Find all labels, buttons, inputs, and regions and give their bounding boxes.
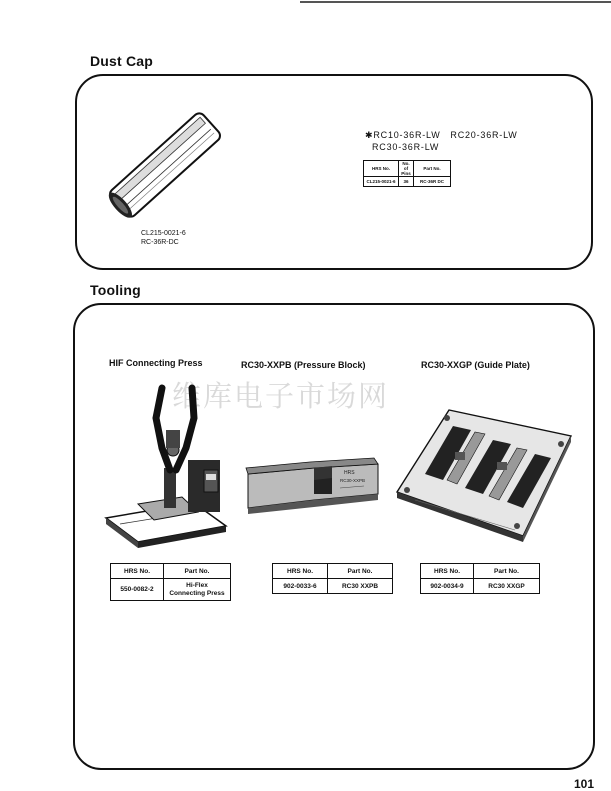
cell-hrs-no: 550-0082-2: [111, 579, 164, 601]
cell-hrs-no: CL215-0021-6: [364, 177, 399, 187]
block-label-hrs: HRS: [344, 470, 355, 476]
header-hrs-no: HRS No.: [364, 161, 399, 177]
dust-cap-heading: Dust Cap: [90, 53, 154, 69]
header-part-no: Part No.: [164, 564, 231, 579]
cell-part-no: RC30 XXGP: [474, 579, 540, 594]
pressure-block-spec-table: [272, 563, 393, 594]
dust-cap-models-line2: RC30-36R-LW: [372, 142, 440, 152]
header-part-no: Part No.: [414, 161, 451, 177]
tooling-heading: Tooling: [90, 282, 141, 298]
header-hrs-no: HRS No.: [421, 564, 474, 579]
part-no-line2: Connecting Press: [169, 589, 225, 597]
cell-part-no: RC-36R DC: [414, 177, 451, 187]
top-rule: [300, 1, 611, 3]
header-hrs-no: HRS No.: [111, 564, 164, 579]
cell-no-of-pins: 36: [399, 177, 414, 187]
header-hrs-no: HRS No.: [273, 564, 328, 579]
dust-cap-spec-table: [363, 160, 451, 187]
dust-cap-part-code: CL215-0021-6: [141, 230, 186, 237]
cell-hrs-no: 902-0034-9: [421, 579, 474, 594]
guide-plate-spec-table: [420, 563, 540, 594]
header-part-no: Part No.: [474, 564, 540, 579]
caption-guide-plate: RC30-XXGP (Guide Plate): [421, 360, 530, 370]
dust-cap-models-line1: ✱RC10-36R-LW RC20-36R-LW: [365, 130, 518, 140]
cell-part-no: RC30 XXPB: [328, 579, 393, 594]
part-no-line1: Hi-Flex: [186, 581, 208, 589]
caption-pressure-block: RC30-XXPB (Pressure Block): [241, 360, 366, 370]
press-spec-table: [110, 563, 231, 601]
cell-part-no: [164, 579, 231, 601]
header-no-of-pins: No. of Pins: [399, 161, 414, 177]
block-label-model: RC30-XXPB: [340, 478, 366, 483]
cell-hrs-no: 902-0033-6: [273, 579, 328, 594]
dust-cap-image: [95, 100, 235, 230]
dust-cap-part-name: RC-36R-DC: [141, 239, 179, 246]
connecting-press-image: [100, 378, 240, 548]
page-number: 101: [574, 777, 595, 791]
guide-plate-image: [395, 404, 575, 544]
pressure-block-image: [244, 450, 384, 520]
watermark: 维库电子市场网: [172, 379, 390, 413]
caption-hif-connecting-press: HIF Connecting Press: [109, 358, 203, 368]
header-part-no: Part No.: [328, 564, 393, 579]
